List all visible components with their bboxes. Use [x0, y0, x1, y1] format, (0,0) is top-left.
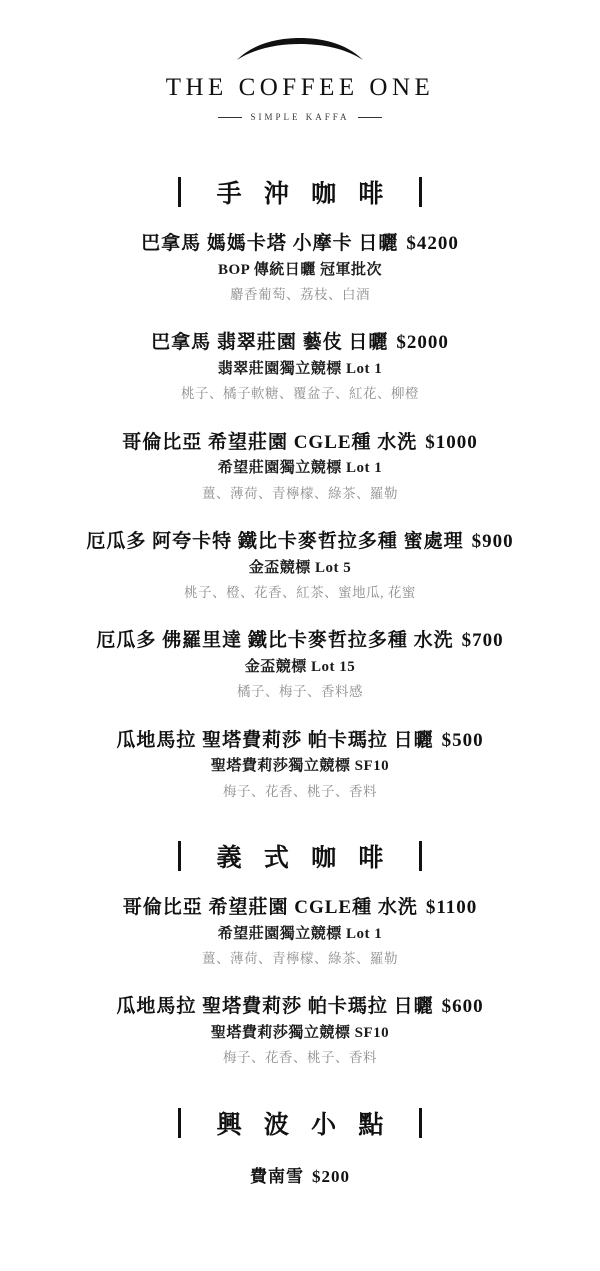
- menu-item-heading: [24, 993, 576, 1021]
- menu-item: [24, 230, 576, 307]
- menu-item-heading: [24, 727, 576, 755]
- menu-item-name: 哥倫比亞 希望莊園 CGLE種 水洗: [122, 431, 418, 453]
- menu-item-price: $1000: [425, 431, 478, 453]
- menu-item-heading: [24, 329, 576, 357]
- menu-item-name: 費南雪: [250, 1166, 304, 1186]
- menu-item: [24, 329, 576, 406]
- menu-item-name: 巴拿馬 媽媽卡塔 小摩卡 日曬: [141, 233, 399, 254]
- menu-item-notes: 薑、薄荷、青檸檬、綠茶、羅勒: [202, 951, 398, 967]
- rule-left: [218, 117, 242, 118]
- menu-item-detail: 翡翠莊園獨立競標 Lot 1: [217, 360, 383, 377]
- menu-item-heading: [24, 1165, 576, 1190]
- menu-item-name: 瓜地馬拉 聖塔費莉莎 帕卡瑪拉 日曬: [116, 996, 434, 1018]
- menu-item-heading: [24, 627, 576, 655]
- menu-item-name: 厄瓜多 阿夸卡特 鐵比卡麥哲拉多種 蜜處理: [86, 531, 464, 553]
- menu-item-price: $700: [461, 630, 504, 652]
- menu-item: [24, 727, 576, 804]
- brand-name: THE COFFEE ONE: [165, 74, 435, 101]
- section-title: 手 沖 咖 啡: [216, 181, 392, 208]
- section-heading-pourover: [24, 174, 576, 210]
- menu-item-name: 瓜地馬拉 聖塔費莉莎 帕卡瑪拉 日曬: [116, 729, 434, 751]
- section-heading-espresso: [24, 838, 576, 874]
- menu-item: [24, 429, 576, 506]
- menu-item-heading: [24, 230, 576, 258]
- brand-subtitle: SIMPLE KAFFA: [250, 112, 350, 122]
- menu-item: [24, 528, 576, 605]
- menu-item: [24, 894, 576, 971]
- menu-item-price: $4200: [406, 233, 459, 254]
- heading-bar-left: [178, 1108, 181, 1138]
- section-title: 興 波 小 點: [216, 1111, 392, 1139]
- menu-item-price: $600: [441, 996, 484, 1018]
- menu-item-notes: 薑、薄荷、青檸檬、綠茶、羅勒: [202, 485, 398, 501]
- heading-bar-left: [178, 841, 181, 871]
- menu-item-heading: [24, 894, 576, 922]
- menu-item-detail: BOP 傳統日曬 冠軍批次: [217, 261, 382, 278]
- menu-item-detail: 希望莊園獨立競標 Lot 1: [217, 925, 383, 942]
- menu-item-price: $900: [471, 531, 514, 553]
- menu-item-detail: 金盃競標 Lot 5: [248, 559, 352, 576]
- heading-bar-right: [419, 177, 422, 207]
- heading-bar-right: [419, 1108, 422, 1138]
- menu-item-price: $500: [441, 729, 484, 751]
- menu-item-notes: 橘子、梅子、香料感: [237, 684, 363, 700]
- menu-item-notes: 桃子、橘子軟糖、覆盆子、紅花、柳橙: [181, 386, 419, 402]
- menu-item: [24, 627, 576, 704]
- menu-item-detail: 聖塔費莉莎獨立競標 SF10: [210, 758, 390, 775]
- menu-item: [24, 1165, 576, 1190]
- brand-subtitle-row: [218, 112, 381, 122]
- menu-item-detail: 聖塔費莉莎獨立競標 SF10: [210, 1024, 390, 1041]
- section-title: 義 式 咖 啡: [216, 845, 392, 873]
- menu-item-name: 巴拿馬 翡翠莊園 藝伎 日曬: [151, 332, 389, 354]
- menu-item-notes: 麝香葡萄、荔枝、白酒: [230, 287, 370, 303]
- rule-right: [358, 117, 382, 118]
- menu-item-detail: 希望莊園獨立競標 Lot 1: [217, 460, 383, 477]
- menu-item-price: $2000: [396, 332, 449, 354]
- menu-item-notes: 梅子、花香、桃子、香料: [223, 1050, 377, 1066]
- menu-item: [24, 993, 576, 1070]
- menu-list-dessert: [24, 1161, 576, 1198]
- menu-item-name: 厄瓜多 佛羅里達 鐵比卡麥哲拉多種 水洗: [96, 630, 454, 652]
- heading-bar-left: [178, 177, 181, 207]
- menu-item-price: $1100: [425, 897, 478, 919]
- menu-list-pourover: [24, 230, 576, 812]
- section-heading-dessert: [24, 1105, 576, 1141]
- swoosh-logo-icon: [235, 38, 365, 64]
- menu-item-detail: 金盃競標 Lot 15: [244, 658, 356, 675]
- menu-item-heading: [24, 528, 576, 556]
- menu-item-notes: 梅子、花香、桃子、香料: [223, 783, 377, 799]
- menu-item-name: 哥倫比亞 希望莊園 CGLE種 水洗: [122, 897, 418, 919]
- menu-item-heading: [24, 429, 576, 457]
- heading-bar-right: [419, 841, 422, 871]
- menu-item-notes: 桃子、橙、花香、紅茶、蜜地瓜, 花蜜: [184, 585, 416, 601]
- menu-list-espresso: [24, 894, 576, 1079]
- brand-header: [166, 38, 435, 122]
- menu-item-price: $200: [312, 1166, 350, 1186]
